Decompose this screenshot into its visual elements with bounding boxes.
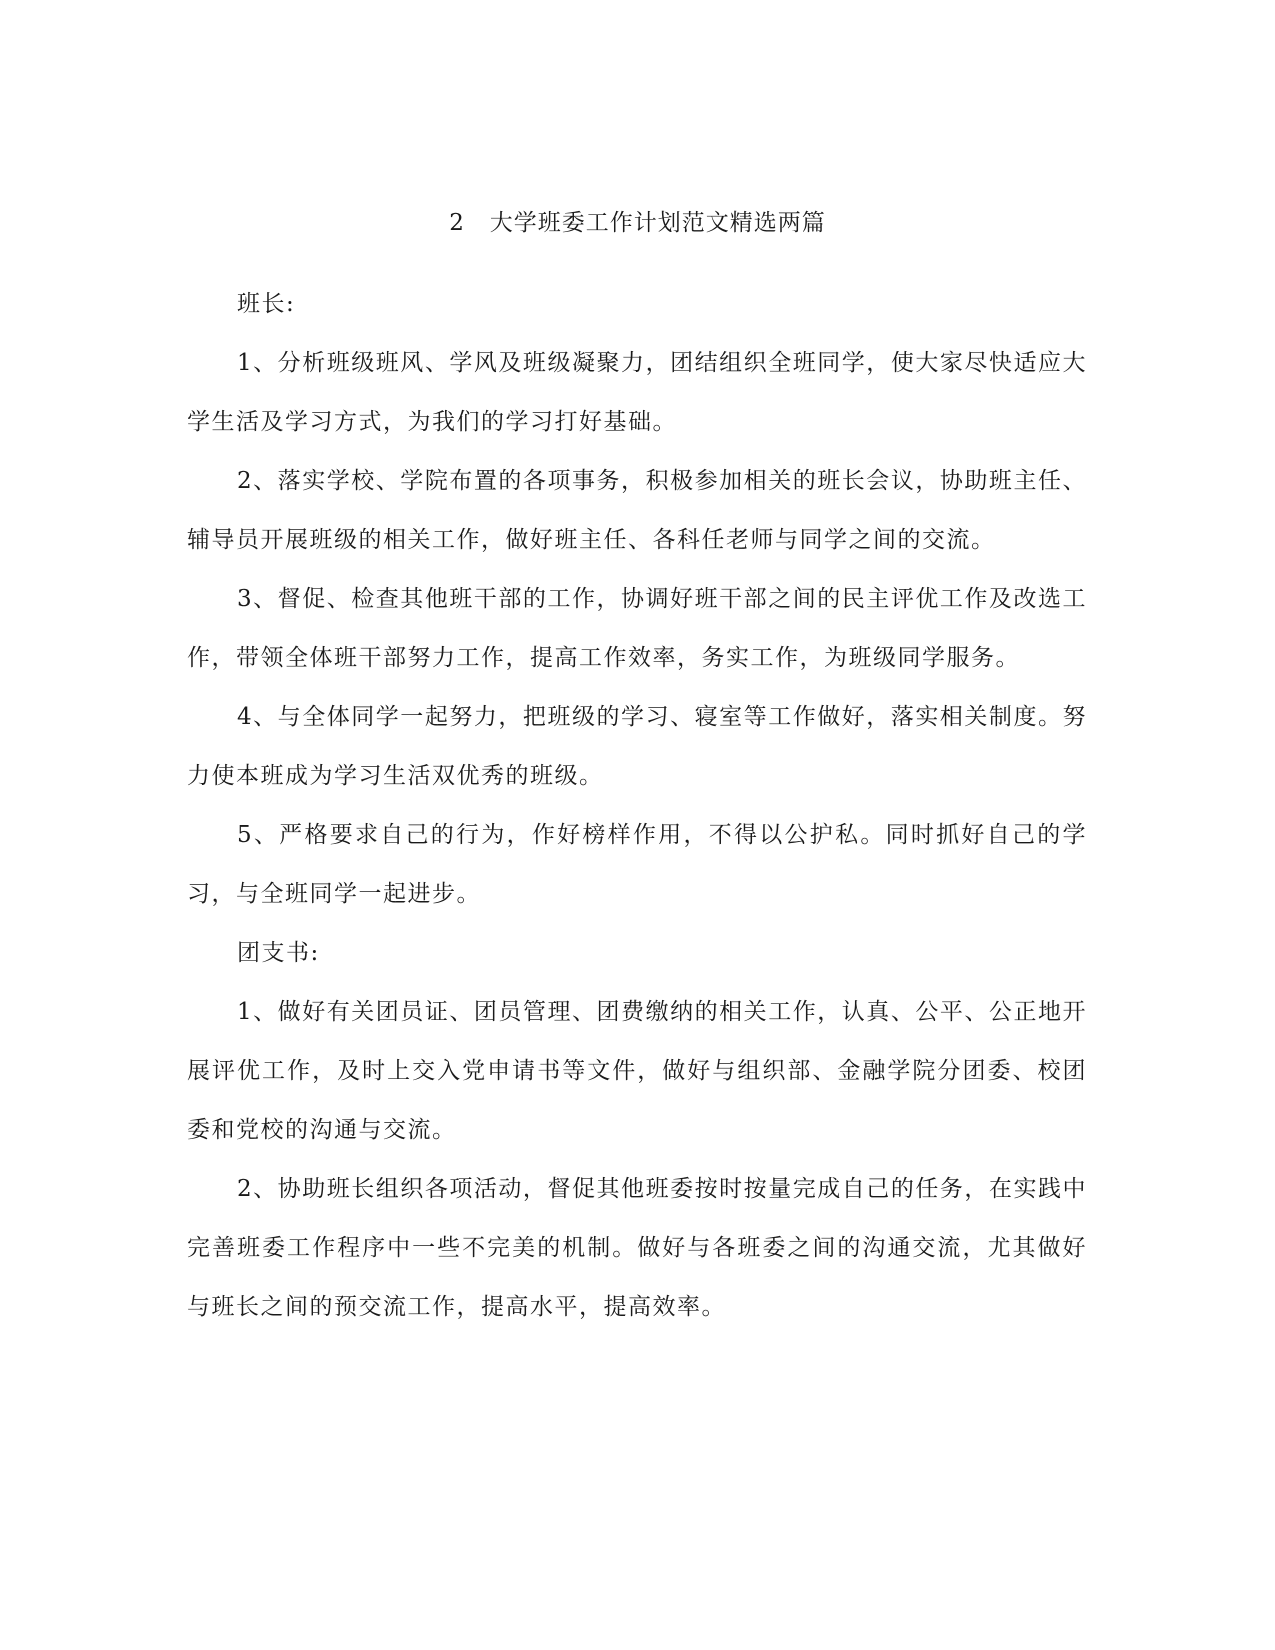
section-heading-monitor: 班长: [237,291,296,317]
document-body [187,275,1087,1337]
section-heading-league-secretary: 团支书: [237,940,320,966]
paragraph: 2、落实学校、学院布置的各项事务，积极参加相关的班长会议，协助班主任、辅导员开展班级的相关工作，做好班主任、各科任老师与同学之间的交流。 [187,468,1087,553]
paragraph: 1、做好有关团员证、团员管理、团费缴纳的相关工作，认真、公平、公正地开展评优工作，及时上交入党申请书等文件，做好与组织部、金融学院分团委、校团委和党校的沟通与交流。 [187,999,1087,1143]
paragraph: 4、与全体同学一起努力，把班级的学习、寝室等工作做好，落实相关制度。努力使本班成为学习生活双优秀的班级。 [187,704,1087,789]
paragraph: 5、严格要求自己的行为，作好榜样作用，不得以公护私。同时抓好自己的学习，与全班同学一起进步。 [187,822,1087,907]
document-title: 2 大学班委工作计划范文精选两篇 [449,210,826,236]
paragraph: 2、协助班长组织各项活动，督促其他班委按时按量完成自己的任务，在实践中完善班委工作程序中一些不完美的机制。做好与各班委之间的沟通交流，尤其做好与班长之间的预交流工作，提高水平，提高效率。 [187,1176,1087,1320]
paragraph: 3、督促、检查其他班干部的工作，协调好班干部之间的民主评优工作及改选工作，带领全体班干部努力工作，提高工作效率，务实工作，为班级同学服务。 [187,586,1087,671]
paragraph: 1、分析班级班风、学风及班级凝聚力，团结组织全班同学，使大家尽快适应大学生活及学习方式，为我们的学习打好基础。 [187,350,1087,435]
